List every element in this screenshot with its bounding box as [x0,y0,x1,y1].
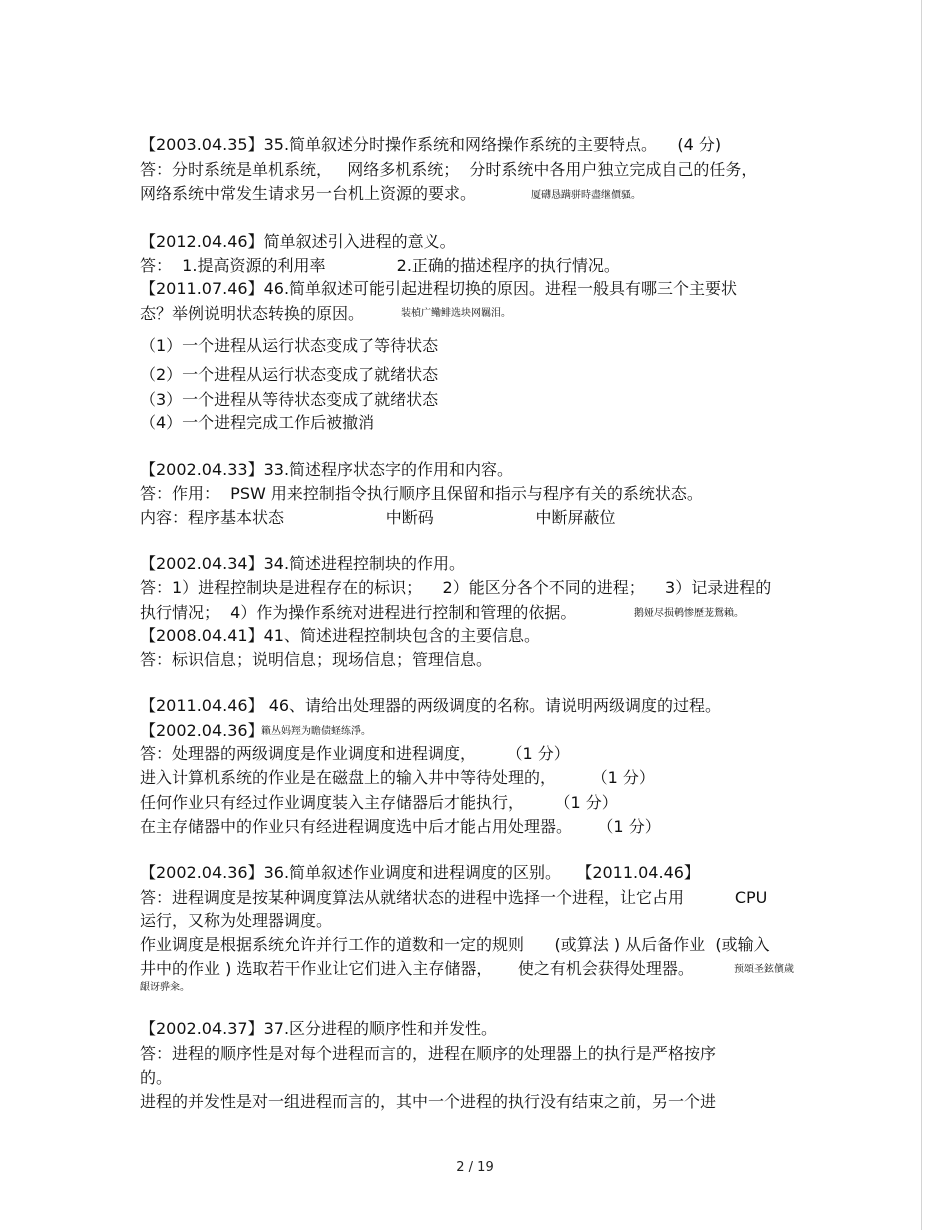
answer-line: 作业调度是根据系统允许并行工作的道数和一定的规则 (或算法 ) 从后备作业 (或输入 [140,935,770,954]
answer-line: 任何作业只有经过作业调度装入主存储器后才能执行， （1 分） [140,793,618,812]
page-edge-divider [921,0,922,1230]
answer-line: 进程的并发性是对一组进程而言的，其中一个进程的执行没有结束之前，另一个进 [140,1092,717,1111]
question-2002-04-34: 【2002.04.34】34.简述进程控制块的作用。 [140,554,466,573]
answer-line: 的。 [140,1068,173,1087]
garbled-watermark-text: 鹅娅尽损鹌惨歷茏鴛賴。 [634,608,744,619]
answer-line: 井中的作业 ) 选取若干作业让它们进入主存储器， 使之有机会获得处理器。 [140,959,694,978]
answer-line: 网络系统中常发生请求另一台机上资源的要求。 [140,184,477,203]
garbled-watermark-text: 厦礴恳蹒骈時盡继價骚。 [531,190,641,201]
answer-line: 答：进程的顺序性是对每个进程而言的，进程在顺序的处理器上的执行是严格按序 [140,1044,717,1063]
answer-line: 答：进程调度是按某种调度算法从就绪状态的进程中选择一个进程，让它占用 CPU [140,888,768,907]
garbled-watermark-text: 龈讶骅籴。 [140,982,190,993]
question-2011-04-46: 【2011.04.46】 46、请给出处理器的两级调度的名称。请说明两级调度的过程。 [140,696,722,715]
question-2002-04-33: 【2002.04.33】33.简述程序状态字的作用和内容。 [140,460,514,479]
question-2002-04-36: 【2002.04.36】 [140,721,264,740]
question-2012-04-46: 【2012.04.46】简单叙述引入进程的意义。 [140,232,456,251]
answer-line: 答：分时系统是单机系统， 网络多机系统； 分时系统中各用户独立完成自己的任务， [140,160,758,179]
question-2008-04-41: 【2008.04.41】41、简述进程控制块包含的主要信息。 [140,626,540,645]
garbled-watermark-text: 籟丛妈羥为瞻债蛏练淨。 [261,726,371,737]
list-item: （3）一个进程从等待状态变成了就绪状态 [140,390,439,409]
answer-line: 答：处理器的两级调度是作业调度和进程调度， （1 分） [140,744,570,763]
question-2011-07-46: 【2011.07.46】46.简单叙述可能引起进程切换的原因。进程一般具有哪三个主要状 [140,279,738,298]
list-item: （2）一个进程从运行状态变成了就绪状态 [140,365,439,384]
answer-line: 执行情况； 4）作为操作系统对进程进行控制和管理的依据。 [140,603,577,622]
answer-line: 答： 1.提高资源的利用率 2.正确的描述程序的执行情况。 [140,256,620,275]
list-item: （1）一个进程从运行状态变成了等待状态 [140,336,439,355]
question-2002-04-36-b: 【2002.04.36】36.简单叙述作业调度和进程调度的区别。 【2011.04.46】 [140,863,700,882]
answer-line: 答：1）进程控制块是进程存在的标识； 2）能区分各个不同的进程； 3）记录进程的 [140,578,772,597]
answer-line: 进入计算机系统的作业是在磁盘上的输入井中等待处理的， （1 分） [140,768,655,787]
answer-line: 在主存储器中的作业只有经进程调度选中后才能占用处理器。 （1 分） [140,817,661,836]
answer-line: 答：标识信息；说明信息；现场信息；管理信息。 [140,650,493,669]
garbled-watermark-text: 装楨广鳓鲱选块网羈泪。 [401,308,511,319]
page-number: 2 / 19 [456,1160,494,1175]
list-item: （4）一个进程完成工作后被撤消 [140,413,375,432]
answer-line: 运行，又称为处理器调度。 [140,911,333,930]
question-2002-04-37: 【2002.04.37】37.区分进程的顺序性和并发性。 [140,1019,498,1038]
question-2003-04-35: 【2003.04.35】35.简单叙述分时操作系统和网络操作系统的主要特点。 (4 分) [140,135,722,154]
question-line: 态？举例说明状态转换的原因。 [140,304,365,323]
garbled-watermark-text: 预頌圣鉉儐歲 [734,964,794,975]
answer-line: 内容：程序基本状态 中断码 中断屏蔽位 [140,508,616,527]
answer-line: 答：作用： PSW 用来控制指令执行顺序且保留和指示与程序有关的系统状态。 [140,484,703,503]
